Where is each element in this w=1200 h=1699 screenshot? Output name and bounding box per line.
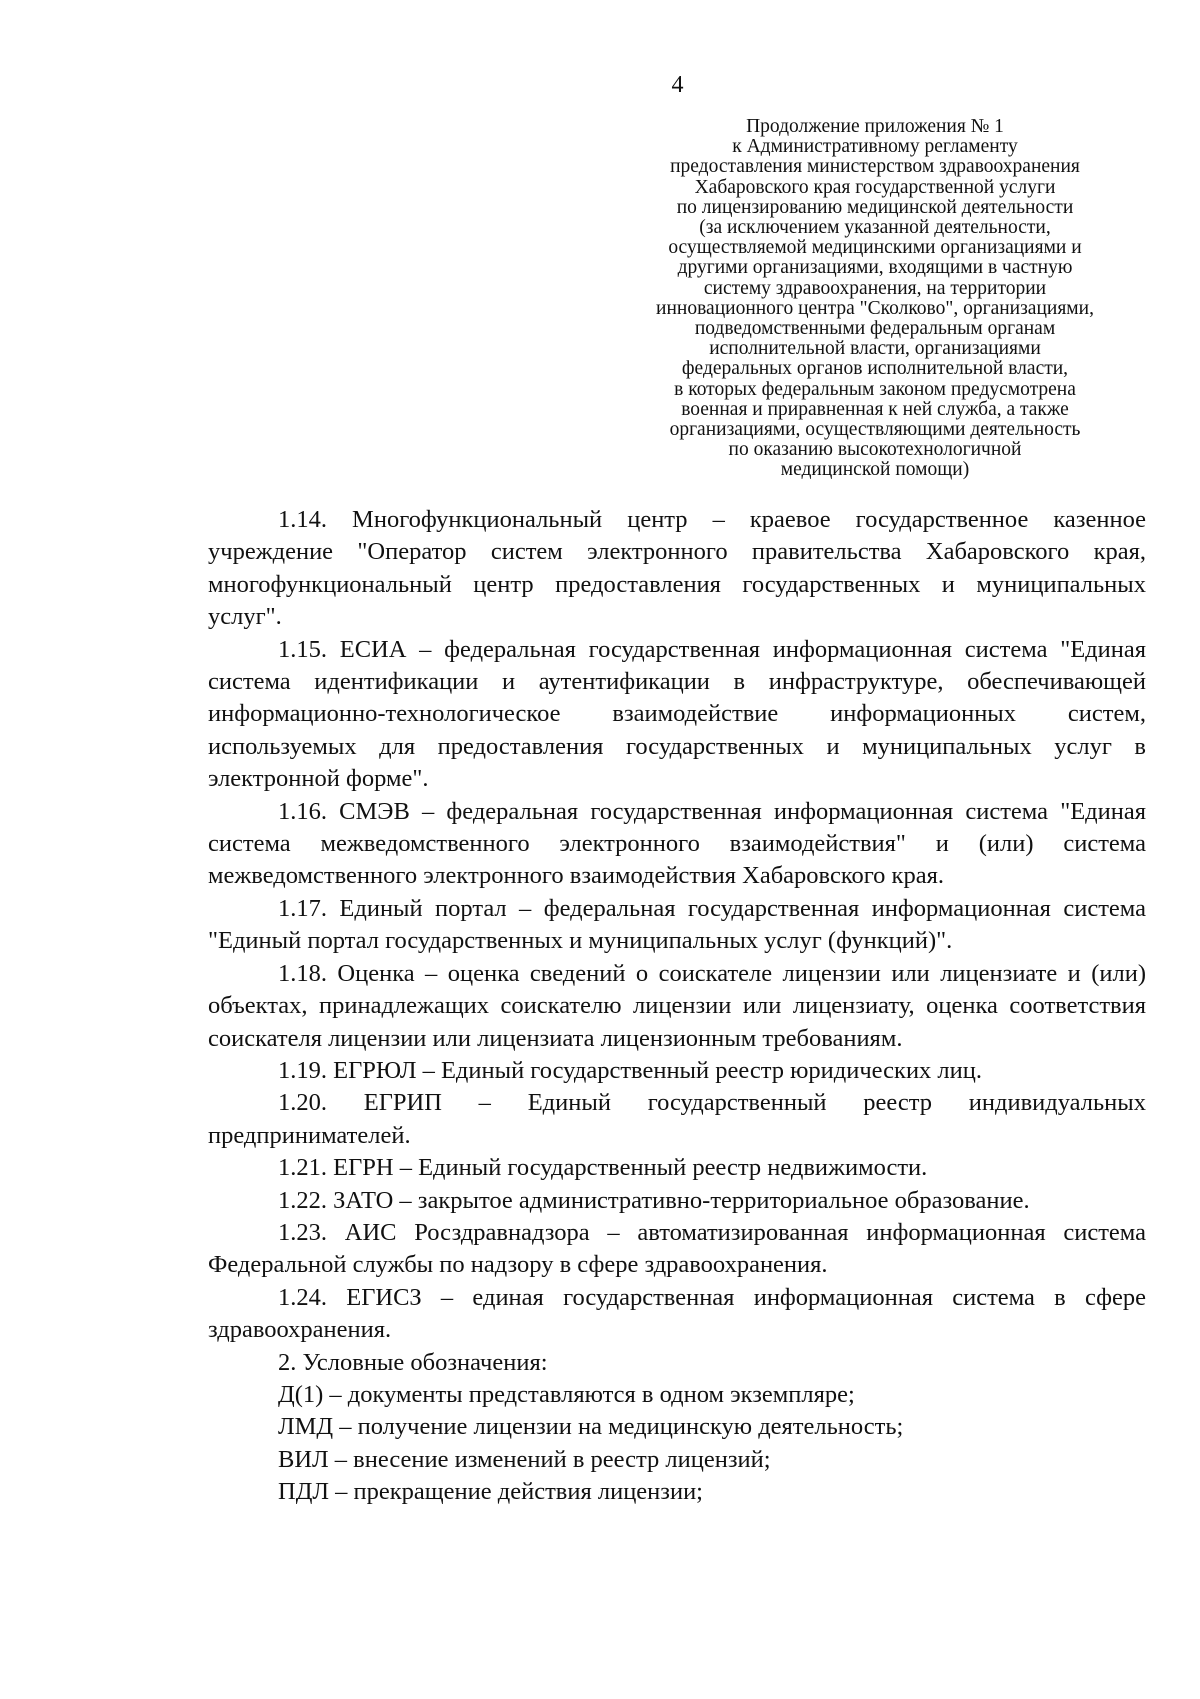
legend-item-lmd: ЛМД – получение лицензии на медицинскую деятельность; — [278, 1413, 904, 1441]
annex-header-line: организациями, осуществляющими деятельность — [669, 419, 1081, 441]
paragraph-1-15: 1.15. ЕСИА – федеральная государственная информационная система "Единая система идентификации и аутентификации в инфраструктуре, обеспечивающей информационно-технологическое взаимодействие информационных систем, используемых для предоставления государственных и муниципальных услуг в электронной форме". — [208, 635, 1146, 793]
annex-header-line: исполнительной власти, организациями — [709, 338, 1041, 360]
annex-header-line: в которых федеральным законом предусмотрена — [674, 378, 1076, 400]
annex-header-line: инновационного центра "Сколково", организациями, — [656, 297, 1094, 319]
paragraph-1-21: 1.21. ЕГРН – Единый государственный реестр недвижимости. — [278, 1154, 928, 1182]
annex-header-line: подведомственными федеральным органам — [694, 318, 1056, 340]
section-2-heading: 2. Условные обозначения: — [278, 1348, 548, 1376]
annex-header-line: по лицензированию медицинской деятельности — [676, 196, 1074, 218]
paragraph-1-22: 1.22. ЗАТО – закрытое административно-территориальное образование. — [278, 1186, 1030, 1214]
legend-item-pdl: ПДЛ – прекращение действия лицензии; — [278, 1478, 703, 1506]
annex-header-line: к Административному регламенту — [732, 136, 1018, 158]
annex-header-line: федеральных органов исполнительной власти, — [681, 358, 1069, 380]
annex-header-line: (за исключением указанной деятельности, — [699, 217, 1051, 239]
legend-item-vil: ВИЛ – внесение изменений в реестр лицензий; — [278, 1445, 771, 1473]
paragraph-1-24: 1.24. ЕГИСЗ – единая государственная информационная система в сфере здравоохранения. — [208, 1283, 1146, 1344]
annex-header-line: другими организациями, входящими в частную — [677, 257, 1073, 279]
annex-header-line: систему здравоохранения, на территории — [703, 277, 1047, 299]
paragraph-1-14: 1.14. Многофункциональный центр – краевое государственное казенное учреждение "Оператор систем электронного правительства Хабаровского края, многофункциональный центр предоставления государственных и муниципальных услуг". — [208, 506, 1146, 631]
annex-header-line: по оказанию высокотехнологичной — [728, 439, 1022, 461]
paragraph-1-23: 1.23. АИС Росздравнадзора – автоматизированная информационная система Федеральной службы по надзору в сфере здравоохранения. — [208, 1218, 1146, 1279]
paragraph-1-17: 1.17. Единый портал – федеральная государственная информационная система "Единый портал государственных и муниципальных услуг (функций)". — [208, 894, 1146, 955]
document-body — [208, 504, 1146, 1509]
paragraph-1-19: 1.19. ЕГРЮЛ – Единый государственный реестр юридических лиц. — [278, 1056, 983, 1084]
annex-header-line: Продолжение приложения № 1 — [746, 116, 1004, 137]
paragraph-1-18: 1.18. Оценка – оценка сведений о соискателе лицензии или лицензиате и (или) объектах, принадлежащих соискателю лицензии или лицензиату, оценка соответствия соискателя лицензии или лицензиата лицензионным требованиям. — [208, 959, 1146, 1052]
annex-header-line: Хабаровского края государственной услуги — [694, 176, 1056, 198]
annex-header-line: предоставления министерством здравоохранения — [670, 156, 1080, 178]
paragraph-1-20: 1.20. ЕГРИП – Единый государственный реестр индивидуальных предпринимателей. — [208, 1089, 1146, 1149]
legend-item-d1: Д(1) – документы представляются в одном экземпляре; — [278, 1380, 855, 1408]
page-number: 4 — [671, 72, 684, 98]
annex-header — [615, 117, 1135, 481]
annex-header-line: медицинской помощи) — [780, 459, 970, 481]
annex-header-line: осуществляемой медицинскими организациями и — [668, 237, 1082, 259]
paragraph-1-16: 1.16. СМЭВ – федеральная государственная информационная система "Единая система межведомственного электронного взаимодействия" и (или) система межведомственного электронного взаимодействия Хабаровского края. — [208, 797, 1146, 890]
annex-header-line: военная и приравненная к ней служба, а также — [681, 398, 1069, 420]
